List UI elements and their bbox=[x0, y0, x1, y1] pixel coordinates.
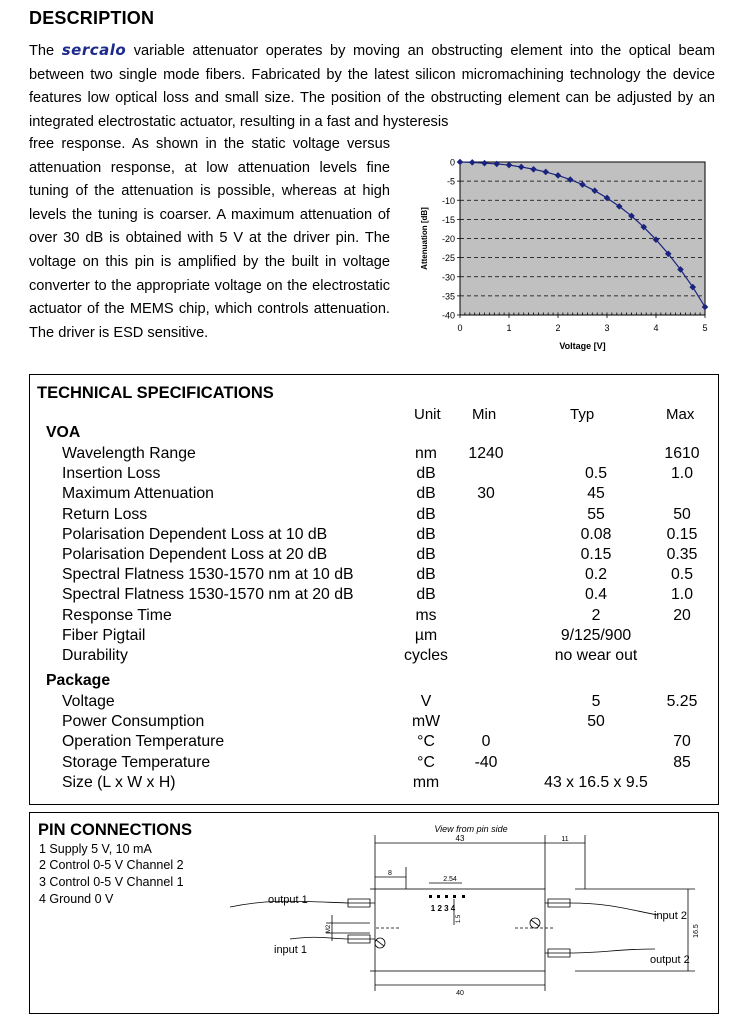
spec-param: Maximum Attenuation bbox=[62, 485, 214, 503]
spec-row bbox=[30, 753, 718, 773]
dim-m2: M2 bbox=[326, 924, 332, 934]
spec-max: 1610 bbox=[664, 445, 700, 462]
y-tick-label: 0 bbox=[449, 157, 455, 168]
pin-3-description: 3 Control 0-5 V Channel 1 bbox=[39, 875, 184, 889]
spec-max: 85 bbox=[673, 753, 691, 771]
fiber-input1 bbox=[290, 937, 375, 939]
fiber-input2 bbox=[545, 903, 658, 915]
spec-unit: µm bbox=[414, 626, 438, 644]
spec-unit: mW bbox=[411, 713, 441, 731]
spec-row bbox=[30, 692, 718, 712]
dim-43: 43 bbox=[455, 834, 465, 843]
input1-label: input 1 bbox=[274, 944, 308, 956]
spec-row bbox=[30, 585, 718, 605]
spec-unit: nm bbox=[415, 445, 437, 462]
spec-row bbox=[30, 626, 718, 646]
pin-2-description: 2 Control 0-5 V Channel 2 bbox=[39, 858, 184, 872]
spec-unit: °C bbox=[417, 753, 435, 771]
unit-header: Unit bbox=[414, 406, 441, 423]
spec-typ: 0.5 bbox=[585, 465, 607, 483]
y-tick-label: -15 bbox=[441, 214, 455, 225]
output2-label: output 2 bbox=[650, 954, 690, 966]
description-paragraph-continued: free response. As shown in the static voltage versus attenuation response, at low attenuation levels fine tuning of the attenuation is possible, whereas at high levels the tuning is coarser. A maximum attenuation of over 30 dB is obtained with 5 V at the driver pin. The voltage on this pin is amplified by the built in voltage converter to the appropriate voltage on the electrostatic actuator of the MEMS chip, which controls attenuation. The driver is ESD sensitive. bbox=[29, 136, 390, 341]
x-tick-label: 4 bbox=[653, 323, 659, 333]
dim-16-5: 16.5 bbox=[693, 924, 700, 938]
y-tick-label: -40 bbox=[441, 310, 455, 321]
min-header: Min bbox=[472, 406, 497, 423]
voa-section-label: VOA bbox=[46, 424, 81, 441]
spec-typ: 55 bbox=[587, 505, 605, 523]
max-header: Max bbox=[666, 406, 695, 423]
spec-max: 20 bbox=[673, 606, 691, 624]
spec-max: 0.35 bbox=[666, 546, 698, 563]
spec-param: Response Time bbox=[62, 606, 172, 624]
spec-typ: 0.4 bbox=[585, 586, 607, 604]
package-dimension-drawing bbox=[230, 815, 718, 1013]
spec-typ: 45 bbox=[587, 485, 605, 503]
spec-row bbox=[30, 732, 718, 752]
spec-min: 30 bbox=[477, 485, 495, 503]
spec-unit: ms bbox=[415, 606, 437, 624]
input2-label: input 2 bbox=[654, 910, 688, 922]
x-tick-label: 5 bbox=[702, 323, 708, 333]
y-tick-label: -25 bbox=[441, 253, 455, 264]
dim-2-54: 2.54 bbox=[443, 876, 457, 883]
output1-label: output 1 bbox=[268, 894, 308, 906]
spec-unit: dB bbox=[416, 465, 436, 483]
typ-header: Typ bbox=[570, 406, 595, 423]
spec-typ: 50 bbox=[587, 713, 605, 731]
sercalo-logo: sercalo bbox=[61, 41, 127, 59]
spec-unit: dB bbox=[416, 505, 436, 523]
spec-param: Power Consumption bbox=[62, 713, 205, 731]
spec-typ: 0.08 bbox=[580, 525, 612, 543]
spec-row bbox=[30, 464, 718, 484]
spec-row bbox=[30, 712, 718, 732]
spec-row bbox=[30, 444, 718, 464]
dim-40: 40 bbox=[456, 990, 464, 997]
spec-unit: cycles bbox=[404, 647, 448, 664]
y-tick-label: -5 bbox=[446, 176, 455, 187]
spec-param: Polarisation Dependent Loss at 10 dB bbox=[62, 525, 328, 543]
dim-8: 8 bbox=[388, 870, 392, 877]
spec-row bbox=[30, 545, 718, 565]
spec-param: Fiber Pigtail bbox=[62, 626, 146, 644]
spec-param: Durability bbox=[62, 647, 128, 664]
spec-min: -40 bbox=[474, 753, 498, 771]
view-label: View from pin side bbox=[434, 824, 508, 834]
dim-11: 11 bbox=[561, 836, 569, 843]
pins-box bbox=[29, 812, 719, 1014]
pin-markers bbox=[429, 895, 465, 898]
spec-unit: mm bbox=[412, 773, 440, 791]
spec-max: 50 bbox=[673, 505, 691, 523]
spec-row bbox=[30, 505, 718, 525]
x-axis-label: Voltage [V] bbox=[559, 341, 606, 351]
spec-max: 1.0 bbox=[671, 465, 693, 483]
spec-row bbox=[30, 565, 718, 585]
x-tick-label: 1 bbox=[506, 323, 512, 333]
spec-typ: 5 bbox=[591, 693, 601, 710]
housing-outline bbox=[375, 889, 545, 971]
spec-unit: dB bbox=[416, 546, 436, 563]
spec-param: Storage Temperature bbox=[62, 753, 211, 771]
spec-value-span: no wear out bbox=[554, 647, 638, 664]
spec-max: 5.25 bbox=[666, 693, 698, 710]
y-tick-label: -20 bbox=[441, 234, 455, 244]
spec-row bbox=[30, 773, 718, 793]
specs-title: TECHNICAL SPECIFICATIONS bbox=[37, 384, 274, 402]
y-tick-label: -35 bbox=[441, 291, 455, 302]
x-tick-label: 0 bbox=[457, 323, 463, 333]
pin-4-description: 4 Ground 0 V bbox=[39, 892, 114, 906]
spec-min: 1240 bbox=[468, 445, 504, 462]
spec-param: Spectral Flatness 1530-1570 nm at 20 dB bbox=[62, 586, 354, 604]
spec-max: 70 bbox=[673, 733, 691, 751]
pins-title: PIN CONNECTIONS bbox=[38, 821, 193, 839]
spec-row bbox=[30, 646, 718, 666]
spec-typ: 0.15 bbox=[580, 546, 612, 563]
spec-param: Size (L x W x H) bbox=[62, 773, 176, 791]
x-tick-label: 3 bbox=[604, 323, 610, 333]
spec-param: Polarisation Dependent Loss at 20 dB bbox=[62, 546, 328, 563]
spec-param: Wavelength Range bbox=[62, 445, 196, 462]
spec-typ: 0.2 bbox=[585, 566, 607, 584]
spec-unit: dB bbox=[416, 566, 436, 584]
spec-typ: 2 bbox=[591, 606, 601, 624]
package-section-label: Package bbox=[46, 672, 111, 689]
pin-1-description: 1 Supply 5 V, 10 mA bbox=[39, 842, 152, 856]
spec-value-span: 43 x 16.5 x 9.5 bbox=[544, 773, 648, 791]
spec-min: 0 bbox=[481, 733, 491, 751]
spec-max: 0.5 bbox=[671, 566, 693, 584]
spec-unit: °C bbox=[417, 733, 435, 751]
spec-unit: dB bbox=[416, 485, 436, 503]
y-axis-label: Attenuation [dB] bbox=[420, 207, 429, 270]
spec-param: Insertion Loss bbox=[62, 465, 161, 483]
spec-row bbox=[30, 484, 718, 504]
spec-max: 1.0 bbox=[671, 586, 693, 604]
dim-1-5: 1.5 bbox=[456, 914, 462, 924]
spec-param: Spectral Flatness 1530-1570 nm at 10 dB bbox=[62, 566, 354, 584]
spec-param: Return Loss bbox=[62, 505, 148, 523]
specs-box bbox=[29, 374, 719, 805]
y-tick-label: -10 bbox=[441, 195, 455, 206]
spec-row bbox=[30, 606, 718, 626]
spec-value-span: 9/125/900 bbox=[560, 626, 632, 644]
spec-row bbox=[30, 525, 718, 545]
spec-unit: dB bbox=[416, 525, 436, 543]
spec-param: Operation Temperature bbox=[62, 733, 225, 751]
spec-param: Voltage bbox=[62, 693, 115, 710]
description-paragraph bbox=[29, 39, 715, 134]
pin-numbers: 1 2 3 4 bbox=[430, 904, 456, 913]
spec-unit: V bbox=[420, 693, 432, 710]
spec-unit: dB bbox=[416, 586, 436, 604]
description-text-after-brand: variable attenuator operates by moving an obstructing element into the optical beam between two single mode fibers. Fabricated by the latest silicon micromachining technology the device features low optical loss and small size. The position of the obstructing element can be adjusted by an integrated electrostatic actuator, resulting in a fast and hysteresis bbox=[29, 43, 715, 130]
attenuation-chart bbox=[405, 150, 725, 365]
spec-max: 0.15 bbox=[666, 525, 698, 543]
fiber-output2 bbox=[545, 949, 655, 953]
description-heading: DESCRIPTION bbox=[29, 8, 155, 28]
description-text-before-brand: The bbox=[29, 43, 55, 59]
x-tick-label: 2 bbox=[555, 323, 561, 333]
y-tick-label: -30 bbox=[441, 272, 455, 283]
